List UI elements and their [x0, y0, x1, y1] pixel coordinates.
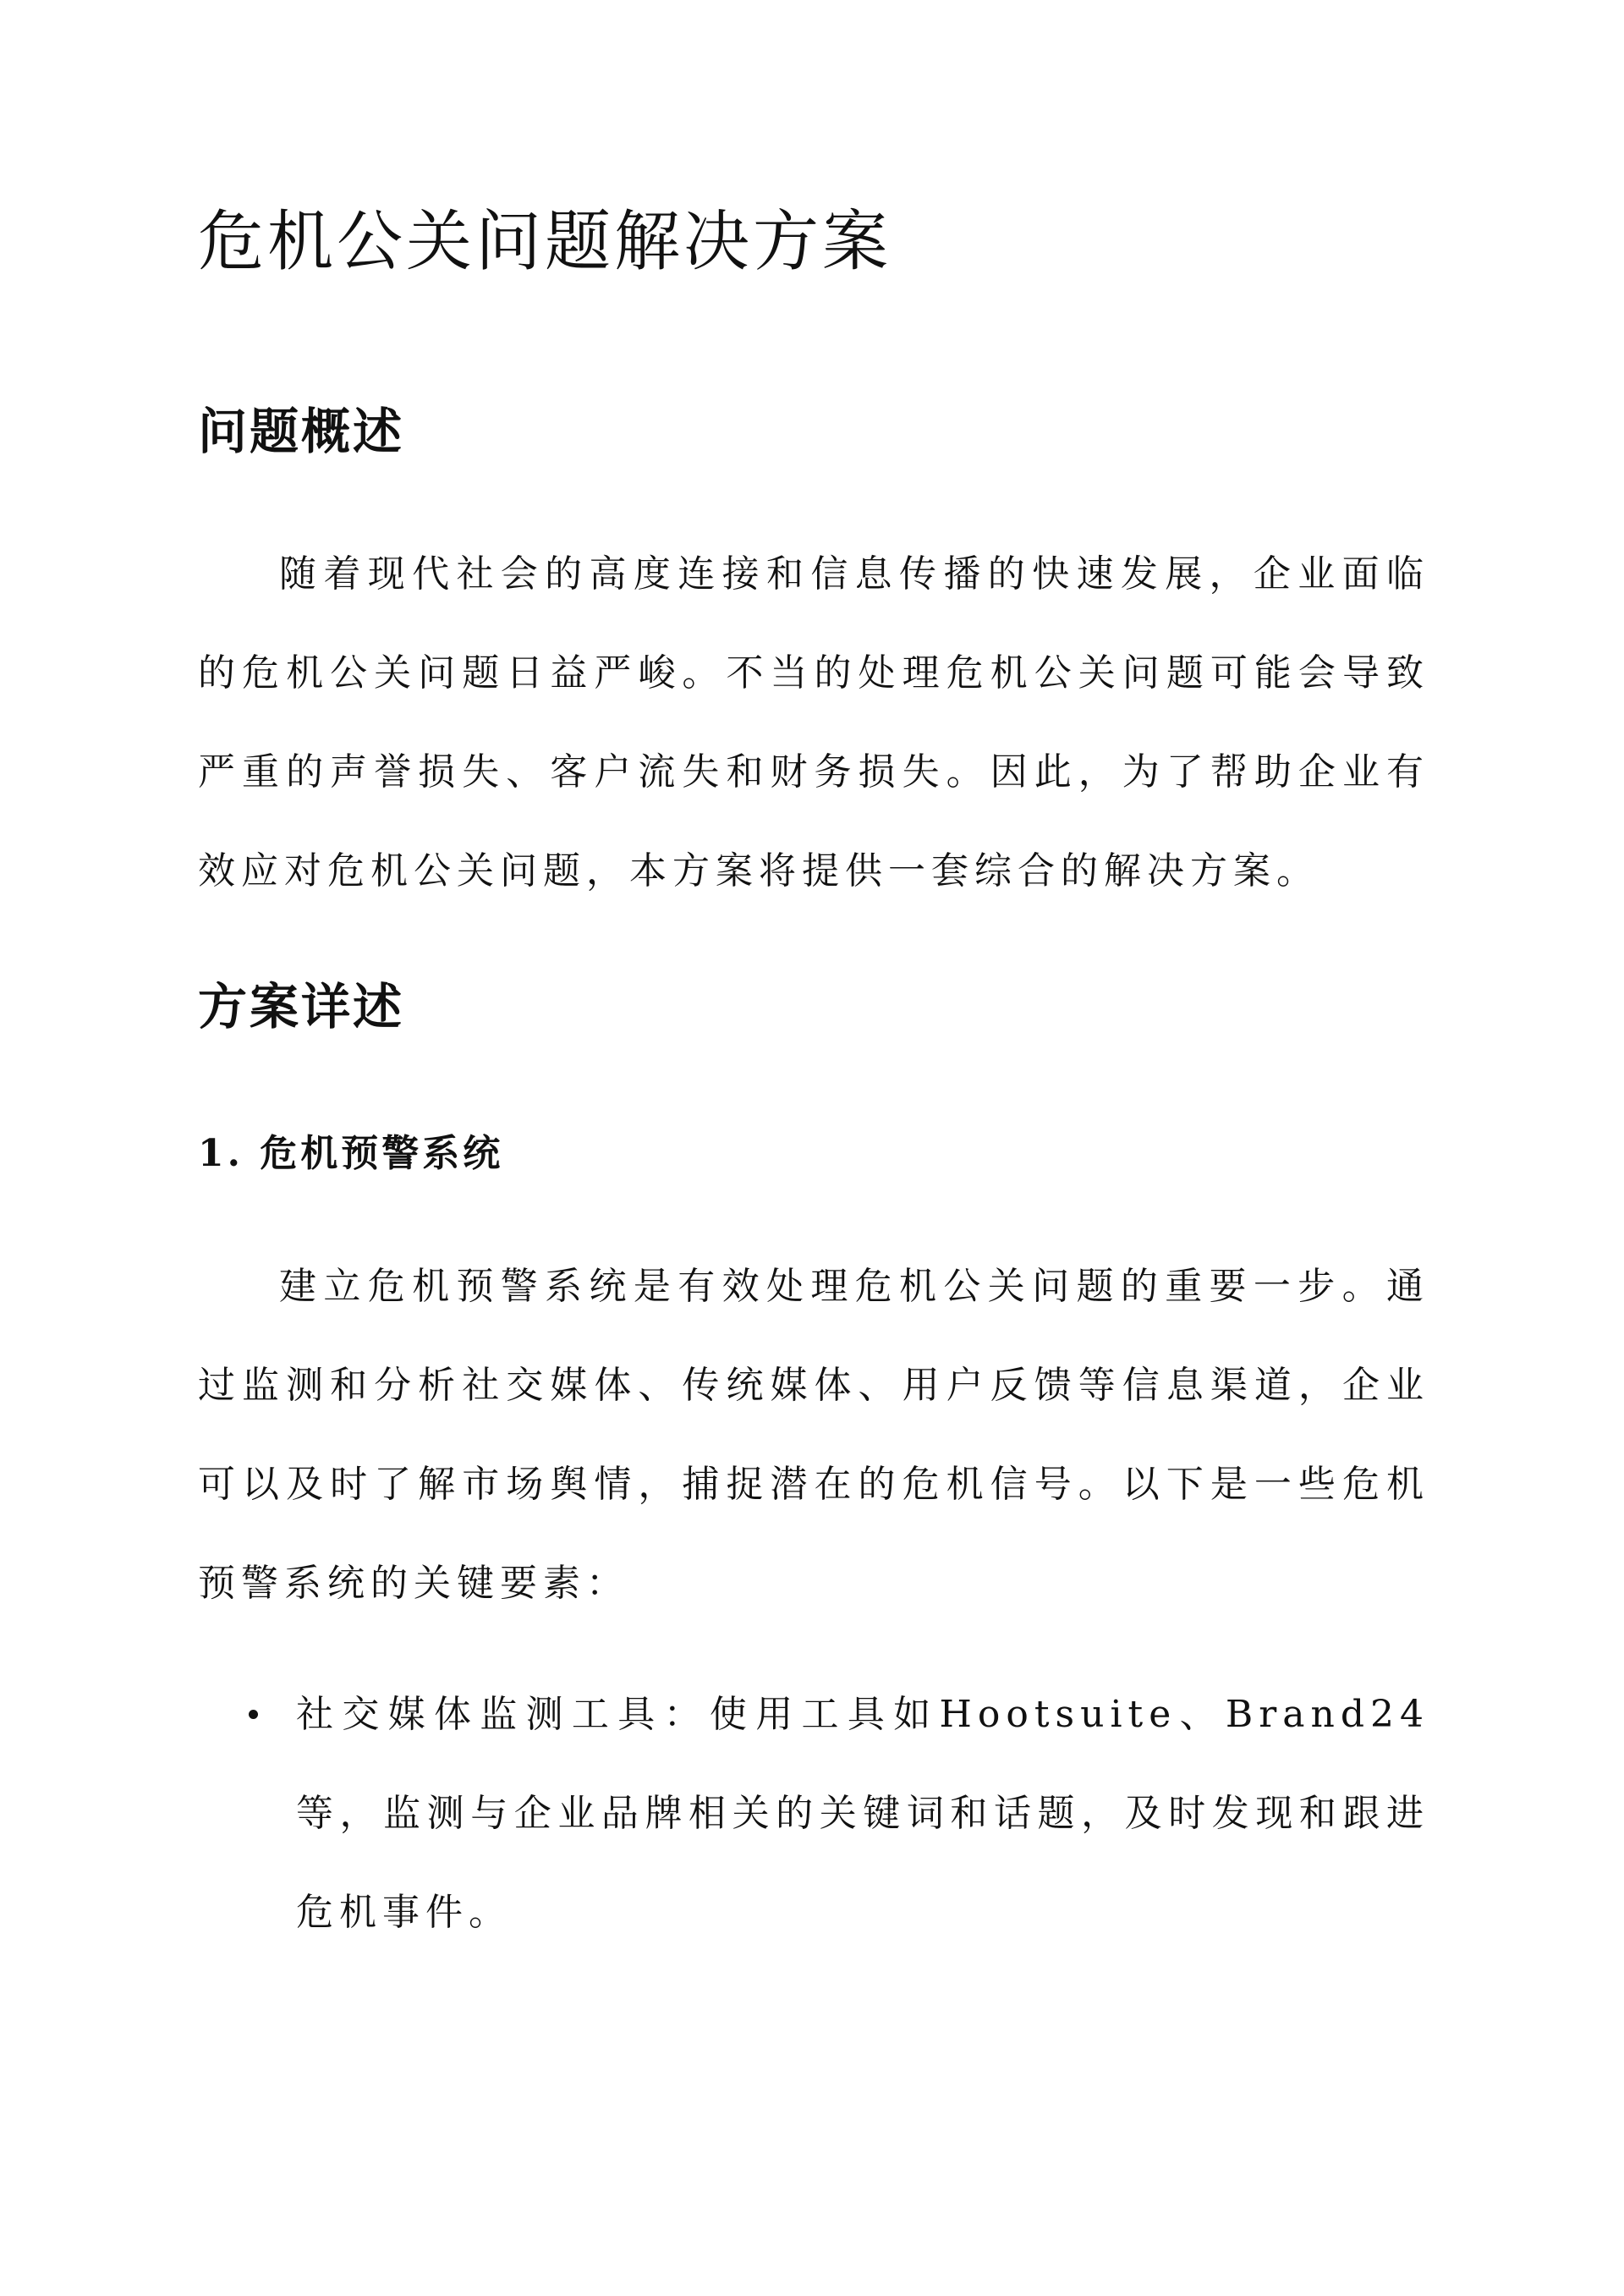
section-heading-details: 方案详述 [198, 978, 405, 1035]
list-item [198, 1665, 1429, 1962]
warning-system-paragraph: 建立危机预警系统是有效处理危机公关问题的重要一步。通过监测和分析社交媒体、传统媒体、用户反馈等信息渠道，企业可以及时了解市场舆情，捕捉潜在的危机信号。以下是一些危机预警系统的关键要素： [198, 1265, 1429, 1605]
bullet-dot-icon [249, 1710, 258, 1719]
bullet-text: 社交媒体监测工具：使用工具如Hootsuite、Brand24等，监测与企业品牌相关的关键词和话题，及时发现和跟进危机事件。 [296, 1693, 1429, 1934]
subsection-heading-warning-system: 1. 危机预警系统 [198, 1132, 504, 1175]
section-heading-overview: 问题概述 [198, 403, 405, 460]
overview-paragraph: 随着现代社会的高度连接和信息传播的快速发展，企业面临的危机公关问题日益严峻。不当的处理危机公关问题可能会导致严重的声誉损失、客户流失和财务损失。因此，为了帮助企业有效应对危机公关问题，本方案将提供一套综合的解决方案。 [198, 552, 1429, 893]
warning-system-bullet-list [198, 1665, 1429, 1962]
document-title: 危机公关问题解决方案 [198, 204, 892, 280]
